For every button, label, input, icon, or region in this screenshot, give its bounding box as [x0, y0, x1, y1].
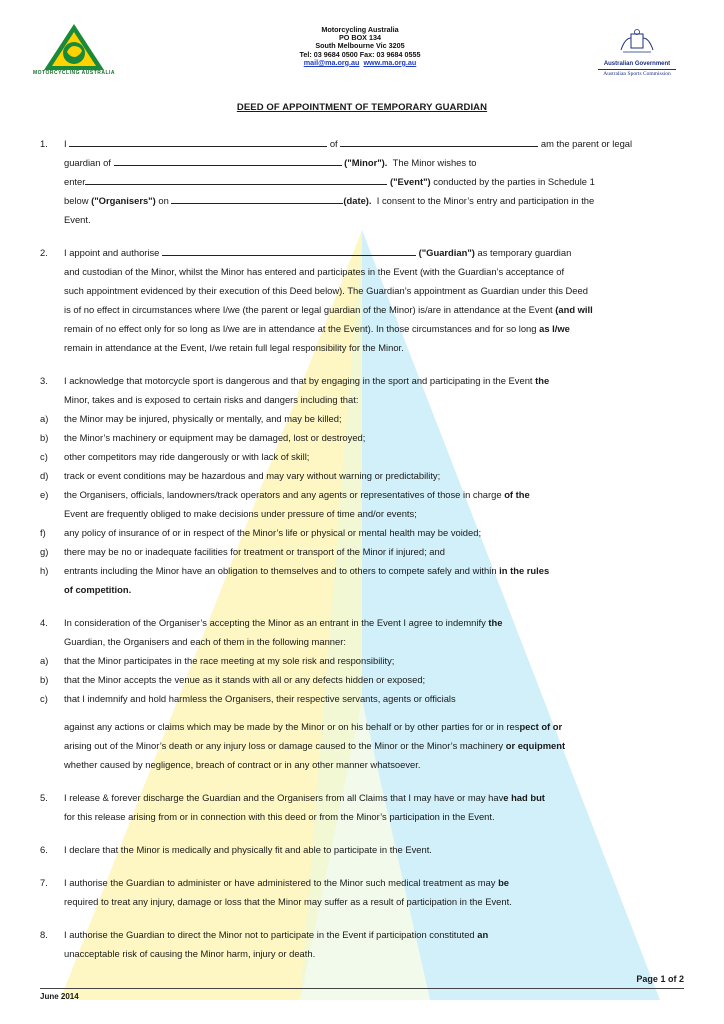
- clause-number: 6.: [40, 844, 48, 855]
- text: I acknowledge that motorcycle sport is dangerous and that by engaging in the sport and participating in the Event: [64, 375, 533, 386]
- text: arising out of the Minor’s death or any injury loss or damage caused to the Minor or the Minor’s machinery: [64, 740, 504, 751]
- clause-6: [40, 840, 684, 859]
- parent-name-field[interactable]: [69, 135, 327, 147]
- indemnity-list: [40, 651, 684, 708]
- gov-line2: Australian Sports Commission: [603, 71, 671, 77]
- clause-2: [40, 243, 684, 357]
- text: e had but: [503, 792, 545, 803]
- text: enter: [64, 176, 86, 187]
- text: pect of or: [519, 721, 563, 732]
- text: and custodian of the Minor, whilst the Minor has entered and participates in the Event (with the Guardian’s acceptance of: [64, 266, 565, 277]
- text: on: [158, 195, 169, 206]
- text: unacceptable risk of causing the Minor harm, injury or death.: [64, 948, 316, 959]
- text: required to treat any injury, damage or loss that the Minor may suffer as a result of participation in the Event.: [64, 896, 512, 907]
- email-link[interactable]: mail@ma.org.au: [303, 57, 360, 67]
- phone-fax: Tel: 03 9684 0500 Fax: 03 9684 0555: [299, 49, 421, 59]
- text: Event.: [64, 214, 91, 225]
- list-item: b) the Minor’s machinery or equipment may be damaged, lost or destroyed;: [40, 432, 366, 443]
- date-term: (date).: [343, 195, 372, 206]
- text: am the parent or legal: [540, 138, 633, 149]
- clause-5: [40, 788, 684, 826]
- text: remain of no effect only for so long as I/we are in attendance at the Event). In those circumstances and for so long: [64, 323, 537, 334]
- clause-4: [40, 613, 684, 651]
- list-item: f) any policy of insurance of or in respect of the Minor’s life or physical or mental health may be voided;: [40, 527, 482, 538]
- text: conducted by the parties in Schedule 1: [433, 176, 595, 187]
- clause-number: 3.: [40, 375, 48, 386]
- parent-address-field[interactable]: [340, 135, 538, 147]
- organisers-term: ("Organisers"): [91, 195, 156, 206]
- minor-name-field[interactable]: [114, 154, 342, 166]
- list-item: h) entrants including the Minor have an obligation to themselves and to others to compete safely and within in the rules of competition.: [40, 565, 550, 595]
- text: the: [535, 375, 550, 386]
- text: In consideration of the Organiser’s accepting the Minor as an entrant in the Event I agree to indemnify: [64, 617, 486, 628]
- footer-date: June 2014: [40, 992, 79, 1001]
- text: of: [329, 138, 338, 149]
- footer-divider: [40, 988, 684, 989]
- list-item: b) that the Minor accepts the venue as it stands with all or any defects hidden or exposed;: [40, 674, 426, 685]
- text: I: [64, 138, 67, 149]
- clause-number: 8.: [40, 929, 48, 940]
- gov-line1: Australian Government: [603, 61, 671, 67]
- text: I release & forever discharge the Guardian and the Organisers from all Claims that I may have or may hav: [64, 792, 504, 803]
- clause-8: [40, 925, 684, 963]
- text: guardian of: [64, 157, 111, 168]
- org-name: Motorcycling Australia: [321, 25, 399, 34]
- list-item: d) track or event conditions may be hazardous and may vary without warning or predictability;: [40, 470, 441, 481]
- minor-term: ("Minor").: [344, 157, 388, 168]
- page-number: Page 1 of 2: [636, 974, 684, 984]
- list-item: g) there may be no or inadequate facilities for treatment or transport of the Minor if injured; and: [40, 546, 445, 557]
- text: remain in attendance at the Event, I/we retain full legal responsibility for the Minor.: [64, 342, 404, 353]
- guardian-term: ("Guardian"): [418, 247, 475, 258]
- australian-government-logo: [592, 28, 682, 77]
- letterhead: [0, 22, 724, 92]
- text: Minor, takes and is exposed to certain risks and dangers including that:: [64, 394, 359, 405]
- text: The Minor wishes to: [392, 157, 477, 168]
- text: I authorise the Guardian to administer or have administered to the Minor such medical treatment as may: [64, 877, 496, 888]
- clause-number: 1.: [40, 138, 48, 149]
- list-item: a) that the Minor participates in the race meeting at my sole risk and responsibility;: [40, 655, 395, 666]
- text: I declare that the Minor is medically and physically fit and able to participate in the Event.: [64, 844, 432, 855]
- clause-number: 7.: [40, 877, 48, 888]
- text: for this release arising from or in connection with this deed or from the Minor’s participation in the Event.: [64, 811, 495, 822]
- document-title: DEED OF APPOINTMENT OF TEMPORARY GUARDIAN: [236, 102, 488, 113]
- text: I appoint and authorise: [64, 247, 160, 258]
- text: as I/we: [539, 323, 570, 334]
- clause-number: 2.: [40, 247, 48, 258]
- event-name-field[interactable]: [85, 173, 387, 185]
- text: whether caused by negligence, breach of contract or in any other manner whatsoever.: [64, 759, 421, 770]
- clause-4-continued: [40, 717, 684, 774]
- list-item: a) the Minor may be injured, physically or mentally, and may be killed;: [40, 413, 342, 424]
- logo-text: MOTORCYCLING AUSTRALIA: [32, 70, 116, 76]
- deed-body: [40, 134, 684, 963]
- clause-number: 4.: [40, 617, 48, 628]
- text: such appointment evidenced by their execution of this Deed below). The Guardian’s appointment as Guardian under this Deed: [64, 285, 588, 296]
- clause-3: [40, 371, 684, 409]
- clause-7: [40, 873, 684, 911]
- text: is of no effect in circumstances where I/we (the parent or legal guardian of the Minor) is/are in attendance at the Event: [64, 304, 553, 315]
- clause-1: [40, 134, 684, 229]
- website-link[interactable]: www.ma.org.au: [363, 57, 417, 67]
- event-term: ("Event"): [389, 176, 431, 187]
- text: be: [498, 877, 510, 888]
- text: or equipment: [505, 740, 566, 751]
- coat-of-arms-icon: [617, 28, 657, 56]
- po-box: PO BOX 134: [339, 33, 381, 43]
- address-block: [240, 26, 480, 67]
- list-item: e) the Organisers, officials, landowners/track operators and any agents or representatives of those in charge of the Event are frequently obliged to make decisions under pressure of time and/or events;: [40, 489, 530, 519]
- text: as temporary guardian: [477, 247, 572, 258]
- text: Guardian, the Organisers and each of them in the following manner:: [64, 636, 346, 647]
- clause-number: 5.: [40, 792, 48, 803]
- text: against any actions or claims which may be made by the Minor or on his behalf or by other parties for or in res: [64, 721, 520, 732]
- event-date-field[interactable]: [171, 192, 343, 204]
- text: I consent to the Minor’s entry and participation in the: [376, 195, 595, 206]
- list-item: c) that I indemnify and hold harmless the Organisers, their respective servants, agents or officials: [40, 693, 456, 704]
- text: (and will: [555, 304, 593, 315]
- suburb: South Melbourne Vic 3205: [315, 41, 405, 51]
- text: an: [477, 929, 489, 940]
- text: the: [488, 617, 503, 628]
- text: below: [64, 195, 89, 206]
- text: I authorise the Guardian to direct the Minor not to participate in the Event if participation constituted: [64, 929, 475, 940]
- list-item: c) other competitors may ride dangerously or with lack of skill;: [40, 451, 310, 462]
- guardian-name-field[interactable]: [162, 244, 416, 256]
- risk-list: [40, 409, 684, 599]
